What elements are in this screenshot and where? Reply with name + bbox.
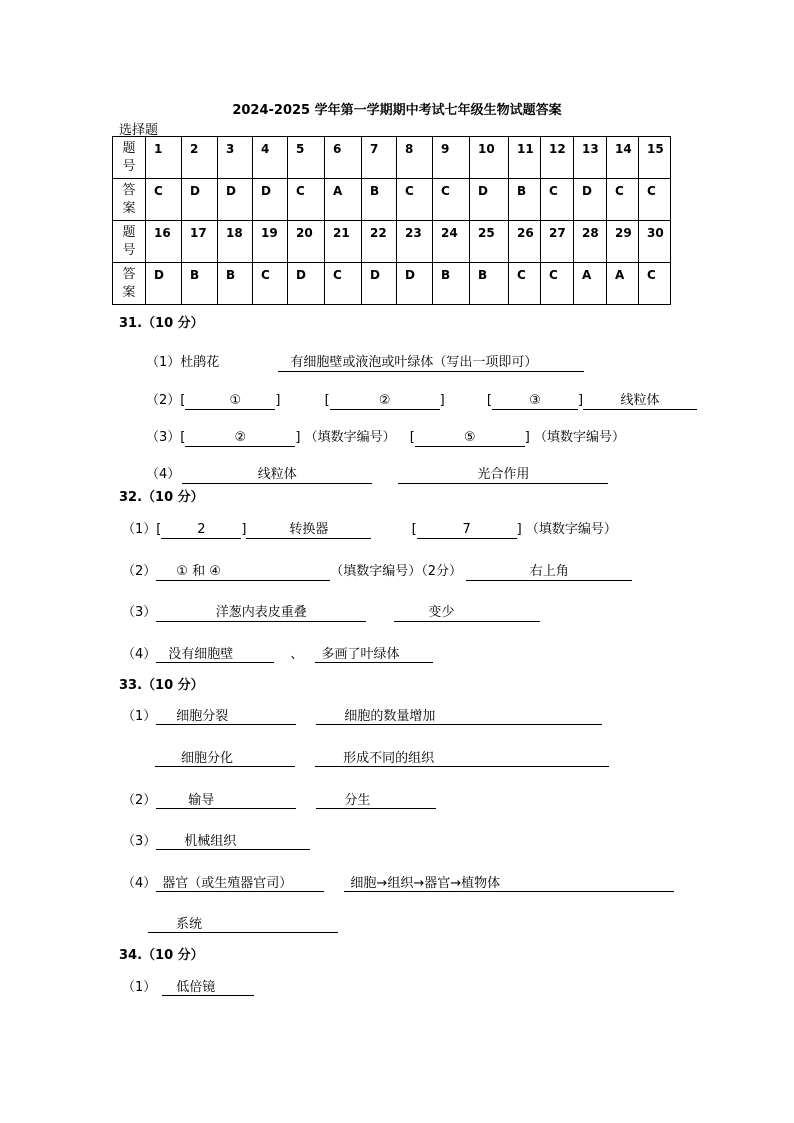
table-cell: 7 bbox=[362, 137, 397, 179]
row-header: 答 案 bbox=[113, 263, 146, 305]
table-cell: 11 bbox=[509, 137, 541, 179]
answer-blank: 形成不同的组织 bbox=[315, 751, 609, 767]
table-cell: 22 bbox=[362, 221, 397, 263]
table-cell: B bbox=[182, 263, 218, 305]
answer-blank bbox=[156, 564, 330, 581]
q33-part3 bbox=[122, 834, 310, 850]
answer-blank: 低倍镜 bbox=[162, 980, 254, 996]
table-cell: A bbox=[325, 179, 362, 221]
table-cell: 15 bbox=[639, 137, 671, 179]
answer-blank: 线粒体 bbox=[583, 393, 697, 410]
table-row bbox=[113, 221, 671, 263]
table-cell: B bbox=[362, 179, 397, 221]
answer-blank: ⑤ bbox=[415, 430, 525, 447]
row-header: 题 号 bbox=[113, 137, 146, 179]
answer-blank bbox=[394, 605, 540, 622]
table-cell: B bbox=[509, 179, 541, 221]
answer-table bbox=[112, 136, 671, 305]
answer-blank: 系统 bbox=[148, 917, 338, 933]
table-cell: C bbox=[639, 263, 671, 305]
answer-blank: 右上角 bbox=[466, 564, 632, 581]
table-cell: C bbox=[288, 179, 325, 221]
q31-part2: （2）[ ① ] [ ② ] [ ③ ] 线粒体 bbox=[146, 393, 697, 410]
table-row bbox=[113, 137, 671, 179]
answer-blank: ② bbox=[185, 430, 295, 447]
q33-heading: 33.（10 分） bbox=[119, 678, 204, 693]
table-cell: D bbox=[288, 263, 325, 305]
note: （填数字编号） bbox=[525, 522, 617, 537]
answer-blank: 细胞分裂 bbox=[156, 709, 296, 725]
answer-blank: 线粒体 bbox=[182, 467, 372, 484]
answer-blank: 输导 bbox=[156, 793, 296, 809]
table-cell: 21 bbox=[325, 221, 362, 263]
answer-text: ① 和 ④ bbox=[176, 564, 221, 579]
note: （填数字编号） bbox=[534, 430, 626, 445]
part-label: （3） bbox=[122, 605, 157, 620]
q34-heading: 34.（10 分） bbox=[119, 948, 204, 963]
q33-part1b bbox=[155, 751, 609, 767]
table-cell: C bbox=[253, 263, 288, 305]
table-cell: 4 bbox=[253, 137, 288, 179]
table-cell: 30 bbox=[639, 221, 671, 263]
part-label: （2）[ bbox=[146, 393, 186, 408]
q33-part1 bbox=[122, 709, 602, 725]
table-row bbox=[113, 179, 671, 221]
table-cell: 25 bbox=[470, 221, 509, 263]
table-cell: C bbox=[325, 263, 362, 305]
table-cell: 26 bbox=[509, 221, 541, 263]
part-label: （4） bbox=[146, 467, 181, 482]
answer-blank: 分生 bbox=[316, 793, 436, 809]
table-cell: C bbox=[397, 179, 433, 221]
table-cell: 17 bbox=[182, 221, 218, 263]
table-cell: C bbox=[639, 179, 671, 221]
q32-heading: 32.（10 分） bbox=[119, 490, 204, 505]
part-label: （1） bbox=[122, 980, 157, 995]
answer-blank: 有细胞壁或液泡或叶绿体（写出一项即可） bbox=[278, 355, 584, 372]
table-cell: 8 bbox=[397, 137, 433, 179]
q31-part1 bbox=[146, 355, 584, 372]
answer-blank: ① bbox=[185, 393, 275, 410]
page-title: 2024-2025 学年第一学期期中考试七年级生物试题答案 bbox=[232, 103, 562, 118]
table-cell: D bbox=[470, 179, 509, 221]
table-cell: 10 bbox=[470, 137, 509, 179]
table-cell: 12 bbox=[541, 137, 574, 179]
table-cell: C bbox=[541, 179, 574, 221]
table-cell: 29 bbox=[607, 221, 639, 263]
table-cell: B bbox=[433, 263, 470, 305]
table-cell: 5 bbox=[288, 137, 325, 179]
table-cell: 20 bbox=[288, 221, 325, 263]
q32-part3 bbox=[122, 605, 540, 622]
table-cell: 13 bbox=[574, 137, 607, 179]
answer-blank: 细胞的数量增加 bbox=[316, 709, 602, 725]
note: （填数字编号） bbox=[304, 430, 396, 445]
q32-part2 bbox=[122, 564, 632, 581]
answer-blank: 机械组织 bbox=[156, 834, 310, 850]
table-cell: 19 bbox=[253, 221, 288, 263]
part-label: （4） bbox=[122, 876, 157, 891]
table-cell: D bbox=[397, 263, 433, 305]
part-label: （1） bbox=[122, 709, 157, 724]
separator: 、 bbox=[290, 647, 304, 662]
table-cell: C bbox=[146, 179, 182, 221]
table-row bbox=[113, 263, 671, 305]
part-label: （3）[ bbox=[146, 430, 186, 445]
part-label: （2） bbox=[122, 564, 157, 579]
table-cell: 2 bbox=[182, 137, 218, 179]
q33-part2 bbox=[122, 793, 436, 809]
table-cell: 23 bbox=[397, 221, 433, 263]
q33-part4 bbox=[122, 876, 674, 892]
table-cell: B bbox=[470, 263, 509, 305]
answer-blank: 多画了叶绿体 bbox=[315, 647, 433, 663]
q31-heading: 31.（10 分） bbox=[119, 316, 204, 331]
table-cell: 24 bbox=[433, 221, 470, 263]
table-cell: 9 bbox=[433, 137, 470, 179]
table-cell: B bbox=[218, 263, 253, 305]
table-cell: D bbox=[574, 179, 607, 221]
table-cell: 1 bbox=[146, 137, 182, 179]
table-cell: 27 bbox=[541, 221, 574, 263]
answer-blank: 没有细胞壁 bbox=[156, 647, 274, 663]
table-cell: 18 bbox=[218, 221, 253, 263]
q33-part4b bbox=[148, 917, 338, 933]
row-header: 答 案 bbox=[113, 179, 146, 221]
q31-part3: （3）[ ② ] （填数字编号） [ ⑤ ] （填数字编号） bbox=[146, 430, 626, 445]
answer-blank: 洋葱内表皮重叠 bbox=[156, 605, 366, 622]
answer-blank: 转换器 bbox=[246, 522, 371, 539]
part-label: （1）[ bbox=[122, 522, 162, 537]
answer-blank: 器官（或生殖器官司） bbox=[156, 876, 324, 892]
note: （填数字编号）（2分） bbox=[330, 564, 463, 579]
part-label: （4） bbox=[122, 647, 157, 662]
q34-part1 bbox=[122, 980, 254, 996]
table-cell: 28 bbox=[574, 221, 607, 263]
answer-blank: 光合作用 bbox=[398, 467, 608, 484]
table-cell: C bbox=[541, 263, 574, 305]
answer-text: 变少 bbox=[428, 605, 455, 620]
answer-blank: 2 bbox=[161, 522, 241, 539]
table-cell: A bbox=[607, 263, 639, 305]
table-cell: D bbox=[146, 263, 182, 305]
q31-part4 bbox=[146, 467, 608, 484]
part-label: （3） bbox=[122, 834, 157, 849]
table-cell: 16 bbox=[146, 221, 182, 263]
answer-blank: 细胞→组织→器官→植物体 bbox=[344, 876, 674, 892]
table-cell: C bbox=[509, 263, 541, 305]
table-cell: D bbox=[182, 179, 218, 221]
table-cell: 3 bbox=[218, 137, 253, 179]
table-cell: D bbox=[362, 263, 397, 305]
answer-blank: 细胞分化 bbox=[155, 751, 295, 767]
section-label: 选择题 bbox=[119, 123, 159, 138]
table-cell: C bbox=[607, 179, 639, 221]
answer-blank: ② bbox=[330, 393, 440, 410]
answer-blank: ③ bbox=[492, 393, 578, 410]
table-cell: A bbox=[574, 263, 607, 305]
part-label: （2） bbox=[122, 793, 157, 808]
table-cell: D bbox=[218, 179, 253, 221]
q32-part1: （1）[ 2 ] 转换器 [ 7 ] （填数字编号） bbox=[122, 522, 617, 537]
q32-part4 bbox=[122, 647, 433, 663]
table-cell: D bbox=[253, 179, 288, 221]
part-label: （1）杜鹃花 bbox=[146, 355, 220, 370]
table-cell: C bbox=[433, 179, 470, 221]
row-header: 题 号 bbox=[113, 221, 146, 263]
table-cell: 14 bbox=[607, 137, 639, 179]
table-cell: 6 bbox=[325, 137, 362, 179]
answer-blank: 7 bbox=[417, 522, 517, 539]
